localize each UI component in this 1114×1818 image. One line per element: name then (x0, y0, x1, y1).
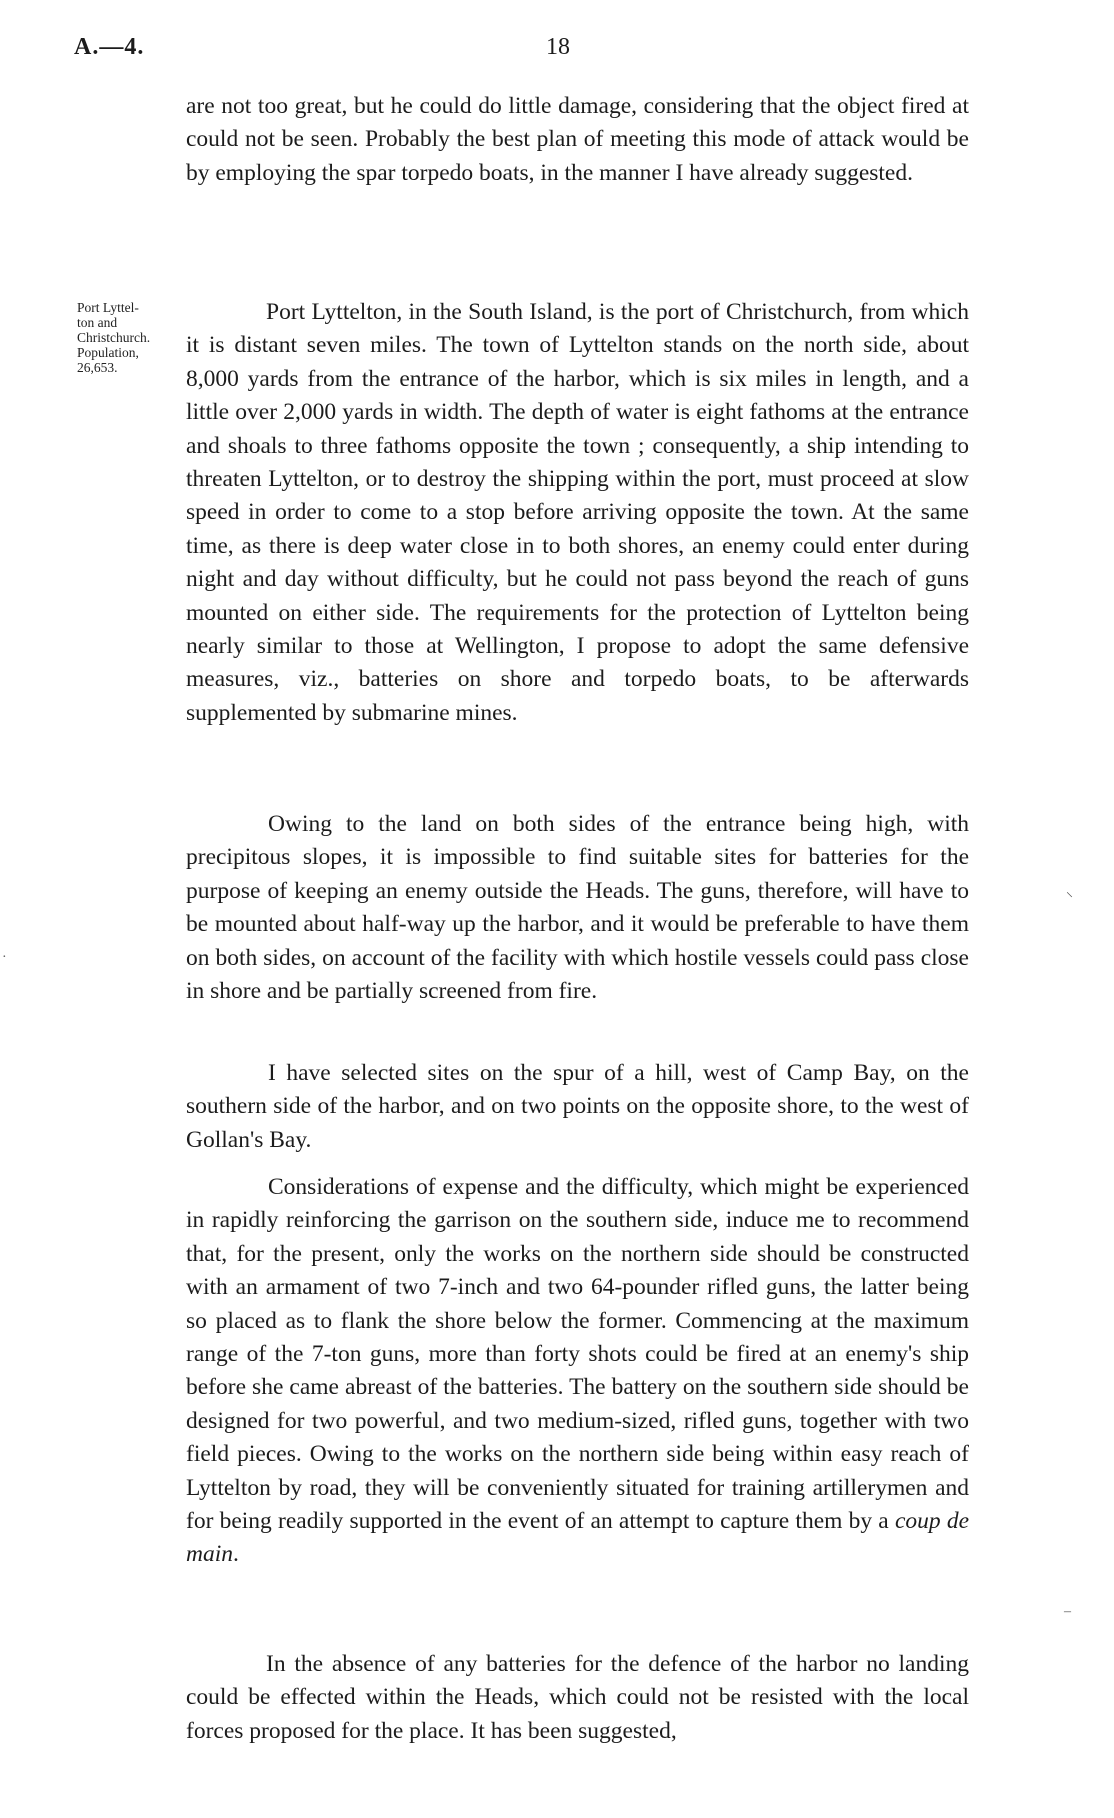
scan-speck-mark: ⸌ (1066, 891, 1073, 906)
intro-paragraph: are not too great, but he could do little damage, considering that the object fired at could not be seen. Probably the best plan of meeting this mode of attack would be by employing the spar torpedo boats, in the manner I have already suggested. (186, 93, 969, 186)
margin-note-line: Christchurch. (77, 330, 151, 345)
document-code: A.—4. (74, 34, 145, 60)
considerations-text: Considerations of expense and the difficulty, which might be experienced in rapidly reinforcing the garrison on the southern side, induce me to recommend that, for the present, only the works on the northern side should be constructed with an armament of two 7-inch and two 64-pounder rifled guns, the latter being so placed as to flank the shore below the former. Commencing at the maximum range of the 7-ton guns, more than forty shots could be fired at an enemy's ship before she came abreast of the batteries. The battery on the southern side should be designed for two powerful, and two medium-sized, rifled guns, together with two field pieces. Owing to the works on the northern side being within easy reach of Lyttelton by road, they will be conveniently situated for training artillerymen and for being readily supported in the event of an attempt to capture them by a (186, 1174, 969, 1535)
page-number: 18 (546, 34, 570, 60)
margin-note-line: 26,653. (77, 360, 118, 375)
margin-note-line: Port Lyttel- (77, 300, 139, 315)
margin-note-line: Population, (77, 345, 139, 360)
scan-dash-mark: – (1064, 1604, 1071, 1619)
absence-paragraph-block (186, 1648, 969, 1748)
intro-paragraph-block (186, 90, 969, 190)
owing-paragraph-block (186, 808, 969, 1008)
scan-edge-mark: · (2, 950, 7, 965)
considerations-end: . (233, 1541, 239, 1568)
considerations-paragraph-block (186, 1171, 969, 1572)
margin-note (77, 300, 185, 375)
considerations-paragraph (186, 1171, 969, 1572)
sites-paragraph: I have selected sites on the spur of a hill, west of Camp Bay, on the southern side of the harbor, and on two points on the opposite shore, to the west of Gollan's Bay. (186, 1060, 969, 1153)
margin-note-line: ton and (77, 315, 118, 330)
lyttelton-paragraph: Port Lyttelton, in the South Island, is the port of Christchurch, from which it is distant seven miles. The town of Lyttelton stands on the north side, about 8,000 yards from the entrance of the harbor, which is six miles in length, and a little over 2,000 yards in width. The depth of water is eight fathoms at the entrance and shoals to three fathoms opposite the town ; consequently, a ship intending to threaten Lyttelton, or to destroy the shipping within the port, must proceed at slow speed in order to come to a stop before arriving opposite the town. At the same time, as there is deep water close in to both shores, an enemy could enter during night and day without difficulty, but he could not pass beyond the reach of guns mounted on either side. The requirements for the protection of Lyttelton being nearly similar to those at Wellington, I propose to adopt the same defensive measures, viz., batteries on shore and torpedo boats, to be afterwards supplemented by submarine mines. (186, 299, 969, 726)
sites-paragraph-block (186, 1057, 969, 1157)
absence-paragraph: In the absence of any batteries for the defence of the harbor no landing could be effected within the Heads, which could not be resisted with the local forces proposed for the place. It has been suggested, (186, 1651, 969, 1744)
owing-paragraph: Owing to the land on both sides of the entrance being high, with precipitous slopes, it is impossible to find suitable sites for batteries for the purpose of keeping an enemy outside the Heads. The guns, therefore, will have to be mounted about half-way up the harbor, and it would be preferable to have them on both sides, on account of the facility with which hostile vessels could pass close in shore and be partially screened from fire. (186, 811, 969, 1005)
coup-de-main-italic: coup de main (186, 1508, 969, 1568)
lyttelton-paragraph-block (186, 296, 969, 730)
